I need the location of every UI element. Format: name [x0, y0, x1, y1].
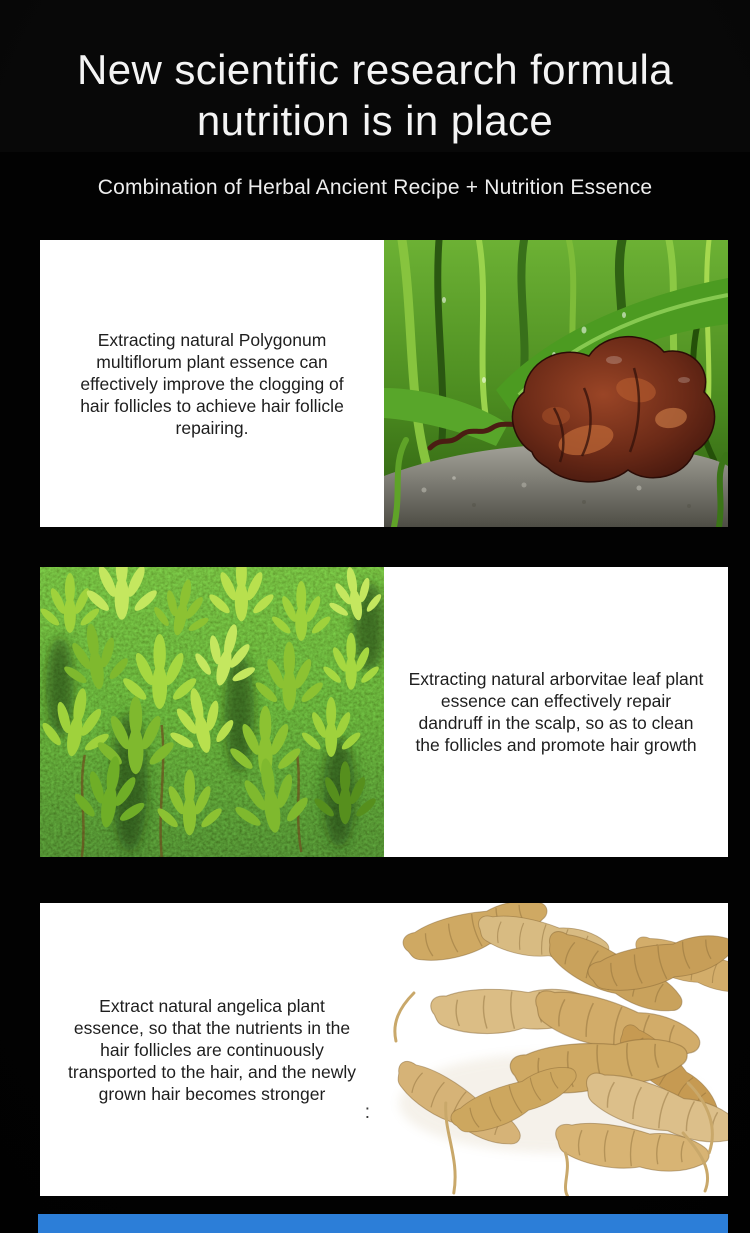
polygonum-root-illustration: [384, 240, 728, 527]
ingredient-card-polygonum: [40, 240, 728, 527]
ingredient-description: Extract natural angelica plant essence, so that the nutrients in the hair follicles are continuously transported to the hair, and the newly grown hair becomes stronger: [68, 995, 356, 1104]
next-section-bar: [38, 1214, 728, 1233]
angelica-roots-illustration: [384, 903, 728, 1196]
page-subtitle: Combination of Herbal Ancient Recipe + Nutrition Essence: [97, 176, 653, 199]
title-line-1: New scientific research formula: [77, 46, 673, 93]
title-line-2: nutrition is in place: [196, 97, 554, 144]
card-text-panel: [40, 903, 384, 1196]
ingredient-card-angelica: [40, 903, 728, 1196]
card-text-panel: [384, 567, 728, 857]
angelica-roots-photo: [384, 903, 728, 1196]
arborvitae-illustration: [40, 567, 384, 857]
card-text-panel: [40, 240, 384, 527]
ingredient-description: Extracting natural Polygonum multiflorum plant essence can effectively improve the clogging of hair follicles to achieve hair follicle repairing.: [80, 329, 344, 438]
polygonum-root-photo: [384, 240, 728, 527]
arborvitae-foliage-photo: [40, 567, 384, 857]
page-title: [0, 44, 750, 146]
ingredient-card-arborvitae: [40, 567, 728, 857]
stray-colon-mark: :: [364, 1102, 370, 1123]
section-header: [0, 0, 750, 200]
ingredient-description: Extracting natural arborvitae leaf plant essence can effectively repair dandruff in the scalp, so as to clean the follicles and promote hair growth: [408, 669, 704, 755]
